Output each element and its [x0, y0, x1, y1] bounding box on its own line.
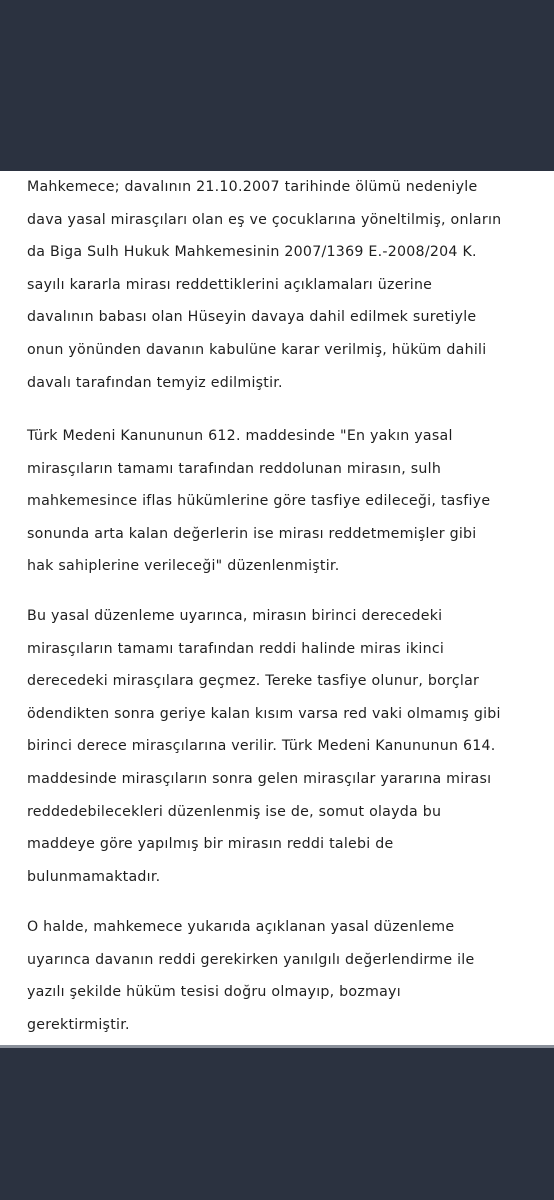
paragraph-line: derecedeki mirasçılara geçmez. Tereke tasfiye olunur, borçlar	[27, 673, 480, 690]
paragraph-line: bulunmamaktadır.	[27, 868, 161, 885]
paragraph-line: birinci derece mirasçılarına verilir. Türk Medeni Kanununun 614.	[27, 738, 496, 755]
paragraph-line: maddesinde mirasçıların sonra gelen mirasçılar yararına mirası	[27, 770, 492, 787]
paragraph-line: sonunda arta kalan değerlerin ise mirası reddetmemişler gibi	[27, 525, 477, 542]
paragraph-line: davalı tarafından temyiz edilmiştir.	[27, 374, 283, 391]
paragraph-line: mirasçıların tamamı tarafından reddi halinde miras ikinci	[27, 640, 445, 657]
paragraph-2	[27, 420, 537, 583]
paragraph-line: davalının babası olan Hüseyin davaya dahil edilmek suretiyle	[27, 309, 477, 326]
bottom-dark-band	[0, 1048, 554, 1200]
paragraph-line: mahkemesince iflas hükümlerine göre tasfiye edileceği, tasfiye	[27, 493, 491, 510]
paragraph-line: yazılı şekilde hüküm tesisi doğru olmayıp, bozmayı	[27, 984, 401, 1001]
paragraph-line: onun yönünden davanın kabulüne karar verilmiş, hüküm dahili	[27, 341, 487, 358]
paragraph-line: reddedebilecekleri düzenlenmiş ise de, somut olayda bu	[27, 803, 442, 820]
paragraph-line: da Biga Sulh Hukuk Mahkemesinin 2007/1369 E.-2008/204 K.	[27, 244, 477, 261]
paragraph-3	[27, 600, 537, 893]
paragraph-line: maddeye göre yapılmış bir mirasın reddi talebi de	[27, 836, 394, 853]
paragraph-line: mirasçıların tamamı tarafından reddolunan mirasın, sulh	[27, 460, 442, 477]
paragraph-line: gerektirmiştir.	[27, 1016, 130, 1033]
paragraph-1	[27, 171, 537, 399]
paragraph-line: sayılı kararla mirası reddettiklerini açıklamaları üzerine	[27, 276, 433, 293]
paragraph-line: dava yasal mirasçıları olan eş ve çocuklarına yöneltilmiş, onların	[27, 211, 502, 228]
paragraph-line: ödendikten sonra geriye kalan kısım varsa red vaki olmamış gibi	[27, 705, 501, 722]
paragraph-4	[27, 911, 537, 1041]
paragraph-line: uyarınca davanın reddi gerekirken yanılgılı değerlendirme ile	[27, 951, 475, 968]
paragraph-line: O halde, mahkemece yukarıda açıklanan yasal düzenleme	[27, 919, 455, 935]
top-dark-band	[0, 0, 554, 171]
paragraph-line: Türk Medeni Kanununun 612. maddesinde "En yakın yasal	[27, 428, 453, 444]
paragraph-line: Mahkemece; davalının 21.10.2007 tarihinde ölümü nedeniyle	[27, 179, 478, 195]
paragraph-line: hak sahiplerine verileceği" düzenlenmiştir.	[27, 558, 340, 575]
paragraph-line: Bu yasal düzenleme uyarınca, mirasın birinci derecedeki	[27, 608, 443, 624]
